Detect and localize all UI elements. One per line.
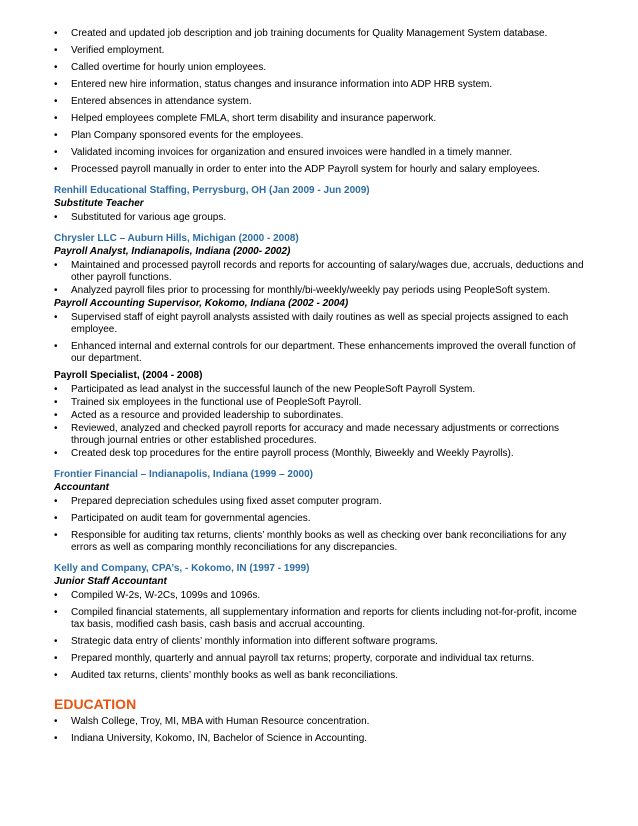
list-item: • Trained six employees in the functional use of PeopleSoft Payroll. <box>54 397 584 409</box>
education-heading: EDUCATION <box>54 696 137 712</box>
education-list <box>54 716 584 745</box>
list-item: • Called overtime for hourly union employees. <box>54 62 584 74</box>
list-item: • Prepared depreciation schedules using fixed asset computer program. <box>54 496 584 508</box>
job-title-substitute-teacher: Substitute Teacher <box>54 198 144 209</box>
payroll-analyst-duties <box>54 260 584 297</box>
list-item: • Analyzed payroll files prior to processing for monthly/bi-weekly/weekly pay periods using PeopleSoft system. <box>54 285 584 297</box>
list-item: • Audited tax returns, clients’ monthly books as well as bank reconciliations. <box>54 670 584 682</box>
list-item: • Enhanced internal and external controls for our department. These enhancements improved the overall function of our department. <box>54 341 584 365</box>
job-title-accountant: Accountant <box>54 482 109 493</box>
list-item: • Created and updated job description and job training documents for Quality Management System database. <box>54 28 584 40</box>
list-item: • Walsh College, Troy, MI, MBA with Human Resource concentration. <box>54 716 584 728</box>
list-item: • Strategic data entry of clients’ monthly information into different software programs. <box>54 636 584 648</box>
list-item: • Substituted for various age groups. <box>54 212 584 224</box>
employer-chrysler: Chrysler LLC – Auburn Hills, Michigan (2000 - 2008) <box>54 233 299 244</box>
list-item: • Verified employment. <box>54 45 584 57</box>
employer-kelly: Kelly and Company, CPA’s, - Kokomo, IN (1997 - 1999) <box>54 563 310 574</box>
job-title-payroll-specialist: Payroll Specialist, (2004 - 2008) <box>54 370 203 381</box>
list-item: • Plan Company sponsored events for the employees. <box>54 130 584 142</box>
renhill-duties <box>54 212 584 224</box>
list-item: • Prepared monthly, quarterly and annual payroll tax returns; property, corporate and individual tax returns. <box>54 653 584 665</box>
job-title-payroll-analyst: Payroll Analyst, Indianapolis, Indiana (2000- 2002) <box>54 246 291 257</box>
list-item: • Compiled financial statements, all supplementary information and reports for clients including not-for-profit, income tax basis, modified cash basis, cash basis and accrual accounting. <box>54 607 584 631</box>
list-item: • Reviewed, analyzed and checked payroll reports for accuracy and made necessary adjustments or corrections through journal entries or other established procedures. <box>54 423 584 447</box>
job-title-junior-staff-accountant: Junior Staff Accountant <box>54 576 167 587</box>
accountant-duties <box>54 496 584 554</box>
list-item: • Supervised staff of eight payroll analysts assisted with daily routines as well as special projects assigned to each employee. <box>54 312 584 336</box>
list-item: • Entered absences in attendance system. <box>54 96 584 108</box>
resume-content <box>54 28 584 750</box>
list-item: • Compiled W-2s, W-2Cs, 1099s and 1096s. <box>54 590 584 602</box>
list-item: • Participated on audit team for governmental agencies. <box>54 513 584 525</box>
payroll-specialist-duties <box>54 384 584 460</box>
list-item: • Processed payroll manually in order to enter into the ADP Payroll system for hourly and salary employees. <box>54 164 584 176</box>
payroll-supervisor-duties <box>54 312 584 365</box>
list-item: • Entered new hire information, status changes and insurance information into ADP HRB system. <box>54 79 584 91</box>
list-item: • Acted as a resource and provided leadership to subordinates. <box>54 410 584 422</box>
junior-accountant-duties <box>54 590 584 682</box>
job-title-payroll-accounting-supervisor: Payroll Accounting Supervisor, Kokomo, Indiana (2002 - 2004) <box>54 298 349 309</box>
employer-renhill: Renhill Educational Staffing, Perrysburg, OH (Jan 2009 - Jun 2009) <box>54 185 370 196</box>
employer-frontier: Frontier Financial – Indianapolis, Indiana (1999 – 2000) <box>54 469 313 480</box>
list-item: • Helped employees complete FMLA, short term disability and insurance paperwork. <box>54 113 584 125</box>
list-item: • Participated as lead analyst in the successful launch of the new PeopleSoft Payroll System. <box>54 384 584 396</box>
list-item: • Maintained and processed payroll records and reports for accounting of salary/wages due, accruals, deductions and other payroll functions. <box>54 260 584 284</box>
list-item: • Indiana University, Kokomo, IN, Bachelor of Science in Accounting. <box>54 733 584 745</box>
previous-job-duties <box>54 28 584 176</box>
list-item: • Created desk top procedures for the entire payroll process (Monthly, Biweekly and Weekly Payrolls). <box>54 448 584 460</box>
list-item: • Validated incoming invoices for organization and ensured invoices were handled in a timely manner. <box>54 147 584 159</box>
list-item: • Responsible for auditing tax returns, clients’ monthly books as well as checking over bank reconciliations for any errors as well as comparing monthly reconciliations for any discrepancies. <box>54 530 584 554</box>
